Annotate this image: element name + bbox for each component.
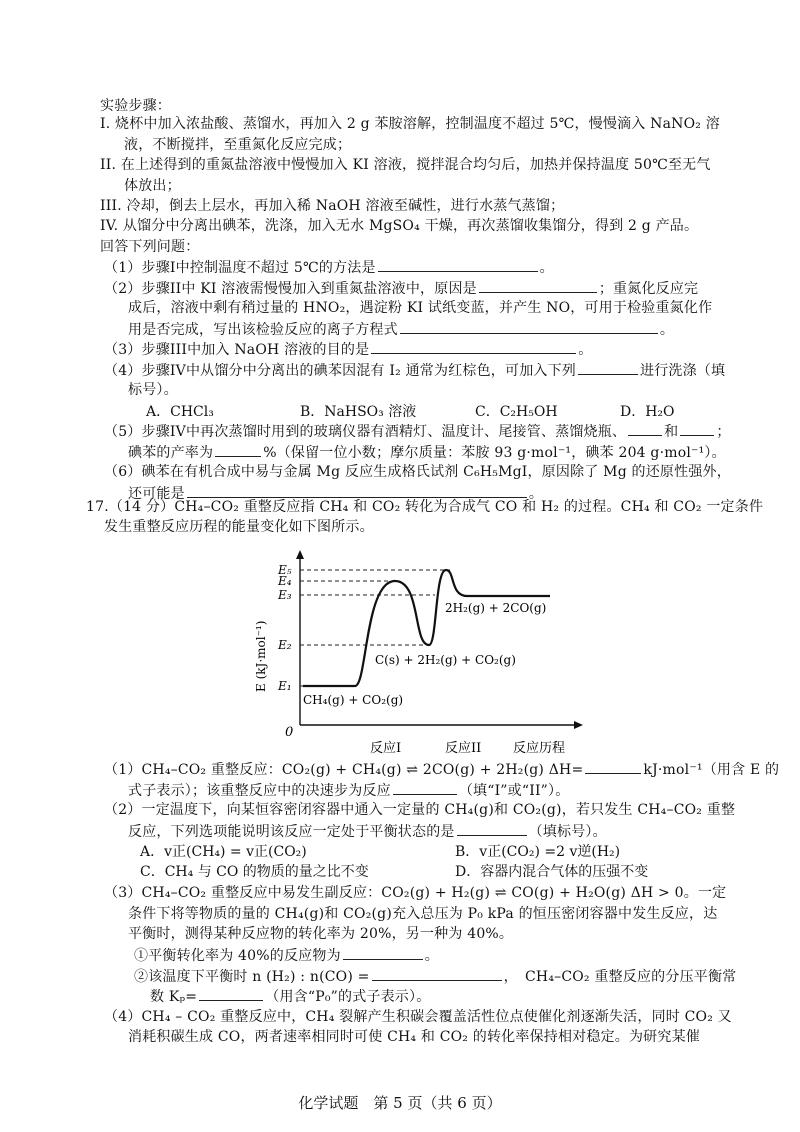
level-e1-label: E₁ bbox=[278, 679, 292, 693]
q17-3-line-a: （3）CH₄–CO₂ 重整反应中易发生副反应：CO₂(g) + H₂(g) ⇌ CO(g) + H₂O(g) ΔH > 0。一定 bbox=[104, 885, 727, 901]
step-4: IV. 从馏分中分离出碘苯，洗涤，加入无水 MgSO₄ 干燥，再次蒸馏收集馏分，得到 2 g 产品。 bbox=[100, 218, 699, 234]
q16-4-option-a: A．CHCl₃ bbox=[146, 404, 214, 420]
q17-2-option-d: D．容器内混合气体的压强不变 bbox=[455, 864, 649, 880]
x-axis-arrow bbox=[574, 721, 583, 729]
level-e3-label: E₃ bbox=[278, 588, 292, 602]
species-end-label: 2H₂(g) + 2CO(g) bbox=[445, 601, 547, 615]
q16-2-line-c: 用是否完成，写出该检验反应的离子方程式 。 bbox=[128, 319, 674, 340]
q17-intro-b: 发生重整反应历程的能量变化如下图所示。 bbox=[104, 519, 374, 535]
q16-4-line-b: 标号）。 bbox=[128, 382, 178, 398]
energy-profile-diagram bbox=[245, 550, 585, 760]
x-label-reaction-1: 反应I bbox=[370, 741, 402, 756]
q16-4-option-c: C．C₂H₅OH bbox=[475, 404, 558, 420]
answer-prompt: 回答下列问题： bbox=[100, 239, 200, 255]
q16-2-line-a: （2）步骤II中 KI 溶液需慢慢加入到重氮盐溶液中，原因是 ；重氮化反应完 bbox=[104, 278, 698, 299]
q16-6-line-b: 还可能是 。 bbox=[128, 483, 543, 504]
x-axis-title: 反应历程 bbox=[513, 741, 566, 756]
q16-4-option-d: D．H₂O bbox=[620, 404, 675, 420]
q17-2-option-c: C．CH₄ 与 CO 的物质的量之比不变 bbox=[140, 864, 369, 880]
q17-3-sub-i: ①平衡转化率为 40%的反应物为 。 bbox=[134, 945, 439, 966]
level-e4-label: E₄ bbox=[278, 574, 292, 588]
energy-curve bbox=[303, 570, 550, 686]
x-label-reaction-2: 反应II bbox=[445, 741, 482, 756]
q17-2-option-b: B．v正(CO₂) =2 v逆(H₂) bbox=[455, 844, 621, 860]
step-2-line-a: II. 在上述得到的重氮盐溶液中慢慢加入 KI 溶液，搅拌混合均匀后，加热并保持温度 50℃至无气 bbox=[100, 157, 711, 173]
q17-2-line-b: 反应，下列选项能说明该反应一定处于平衡状态的是 （填标号）。 bbox=[128, 821, 607, 842]
q16-6-line-a: （6）碘苯在有机合成中易与金属 Mg 反应生成格氏试剂 C₆H₅MgI，原因除了 Mg 的还原性强外， bbox=[104, 464, 731, 480]
page-footer: 化学试题 第 5 页（共 6 页） bbox=[298, 1094, 502, 1112]
step-1-line-b: 液，不断搅拌，至重氮化反应完成； bbox=[124, 137, 352, 153]
q17-2-line-a: （2）一定温度下，向某恒容密闭容器中通入一定量的 CH₄(g)和 CO₂(g)，若只发生 CH₄–CO₂ 重整 bbox=[104, 802, 736, 818]
q17-3-sub-iii: 数 Kₚ= （用含“P₀”的式子表示）。 bbox=[150, 986, 430, 1007]
q17-1-line-a: （1）CH₄–CO₂ 重整反应：CO₂(g) + CH₄(g) ⇌ 2CO(g) + 2H₂(g) ΔH= kJ·mol⁻¹（用含 E 的 bbox=[104, 759, 779, 780]
species-start-label: CH₄(g) + CO₂(g) bbox=[303, 693, 404, 707]
level-e2-label: E₂ bbox=[278, 638, 292, 652]
q17-4-line-b: 消耗积碳生成 CO，两者速率相同时可使 CH₄ 和 CO₂ 的转化率保持相对稳定。为研究某催 bbox=[128, 1029, 700, 1045]
q16-3: （3）步骤III中加入 NaOH 溶液的目的是 。 bbox=[104, 339, 592, 360]
q16-5-line-b: 碘苯的产率为 %（保留一位小数；摩尔质量：苯胺 93 g·mol⁻¹，碘苯 204 g·mol⁻¹）。 bbox=[128, 442, 726, 463]
step-3: III. 冷却，倒去上层水，再加入稀 NaOH 溶液至碱性，进行水蒸气蒸馏； bbox=[100, 198, 565, 214]
q16-4-line-a: （4）步骤IV中从馏分中分离出的碘苯因混有 I₂ 通常为红棕色，可加入下列 进行洗涤（填 bbox=[104, 360, 725, 381]
q16-2-line-b: 成后，溶液中剩有稍过量的 HNO₂，遇淀粉 KI 试纸变蓝，并产生 NO，可用于检验重氮化作 bbox=[128, 300, 713, 316]
q17-3-sub-ii: ②该温度下平衡时 n (H₂) : n(CO) = ， CH₄–CO₂ 重整反应的分压平衡常 bbox=[134, 966, 736, 987]
q16-4-option-b: B．NaHSO₃ 溶液 bbox=[300, 404, 417, 420]
level-e5-label: E₅ bbox=[278, 563, 292, 577]
step-2-line-b: 体放出； bbox=[124, 178, 181, 194]
y-axis-arrow bbox=[296, 550, 304, 559]
y-axis-title: E (kJ·mol⁻¹) bbox=[254, 620, 268, 692]
origin-label: 0 bbox=[285, 725, 294, 740]
q17-2-option-a: A．v正(CH₄) = v正(CO₂) bbox=[140, 844, 307, 860]
q16-1: （1）步骤I中控制温度不超过 5℃的方法是 。 bbox=[104, 257, 554, 278]
q17-intro-a: 17.（14 分）CH₄–CO₂ 重整反应指 CH₄ 和 CO₂ 转化为合成气 CO 和 H₂ 的过程。CH₄ 和 CO₂ 一定条件 bbox=[86, 499, 764, 515]
q17-1-line-b: 式子表示）；该重整反应中的决速步为反应 （填“I”或“II”）。 bbox=[128, 780, 569, 801]
step-1-line-a: I. 烧杯中加入浓盐酸、蒸馏水，再加入 2 g 苯胺溶解，控制温度不超过 5℃，慢慢滴入 NaNO₂ 溶 bbox=[100, 116, 720, 132]
experiment-header: 实验步骤： bbox=[100, 98, 171, 114]
q17-4-line-a: （4）CH₄ – CO₂ 重整反应中，CH₄ 裂解产生积碳会覆盖活性位点使催化剂逐渐失活，同时 CO₂ 又 bbox=[104, 1009, 732, 1025]
species-mid-label: C(s) + 2H₂(g) + CO₂(g) bbox=[375, 653, 516, 667]
q16-5-line-a: （5）步骤IV中再次蒸馏时用到的玻璃仪器有酒精灯、温度计、尾接管、蒸馏烧瓶、 和 ； bbox=[104, 421, 731, 442]
q17-3-line-c: 平衡时，测得某种反应物的转化率为 20%，另一种为 40%。 bbox=[128, 926, 514, 942]
q17-3-line-b: 条件下将等物质的量的 CH₄(g)和 CO₂(g)充入总压为 P₀ kPa 的恒压密闭容器中发生反应，达 bbox=[128, 906, 718, 922]
